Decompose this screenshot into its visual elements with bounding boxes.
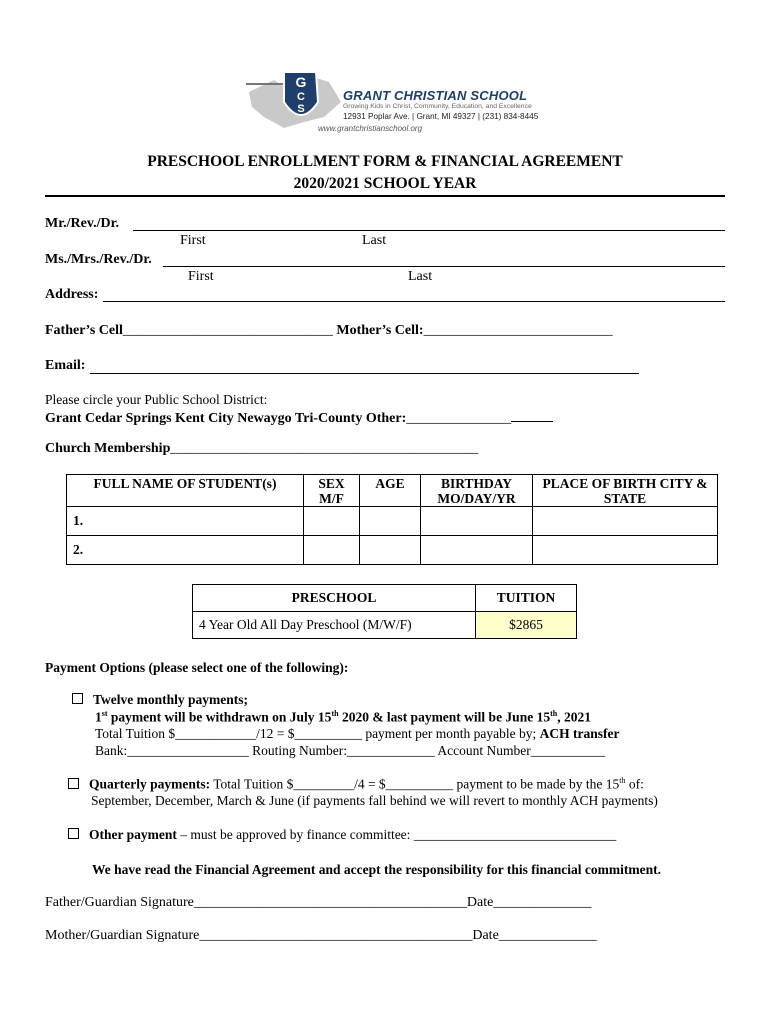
header-place-of-birth: PLACE OF BIRTH CITY & STATE <box>533 475 718 507</box>
tuition-program: 4 Year Old All Day Preschool (M/W/F) <box>193 612 476 639</box>
father-signature-row <box>45 895 591 911</box>
church-label: Church Membership <box>45 441 171 456</box>
svg-text:S: S <box>297 103 305 115</box>
quarterly-checkbox[interactable] <box>68 778 79 789</box>
monthly-title: Twelve monthly payments; <box>93 692 248 707</box>
school-year-title: 2020/2021 SCHOOL YEAR <box>293 175 477 192</box>
fathers-cell-label: Father’s Cell <box>45 323 123 338</box>
student-birthday-cell[interactable] <box>421 507 533 536</box>
school-logo <box>244 62 344 132</box>
svg-text:G: G <box>295 74 307 90</box>
mother-signature-field[interactable]: _______________________________________ <box>199 928 473 943</box>
address-field[interactable] <box>103 301 725 302</box>
monthly-schedule-line <box>95 709 591 726</box>
header-full-name: FULL NAME OF STUDENT(s) <box>67 475 304 507</box>
mr-first-caption: First <box>180 233 206 248</box>
monthly-tuition-line <box>95 726 620 742</box>
ms-name-field[interactable] <box>163 266 725 267</box>
header-age: AGE <box>360 475 421 507</box>
monthly-sup-c: th <box>550 709 558 718</box>
other-title: Other payment <box>89 827 177 842</box>
tuition-table <box>192 584 577 639</box>
quarterly-months: September, December, March & June (if payments fall behind we will revert to monthly ACH payments) <box>91 793 658 808</box>
student-name-cell[interactable]: 1. <box>67 507 304 536</box>
school-tagline: Growing Kids in Christ, Community, Education, and Excellence <box>343 103 532 110</box>
monthly-checkbox[interactable] <box>72 693 83 704</box>
agreement-statement: We have read the Financial Agreement and accept the responsibility for this financial commitment. <box>92 862 661 877</box>
mother-signature-row <box>45 928 597 944</box>
mr-name-field[interactable] <box>133 230 725 231</box>
school-address: 12931 Poplar Ave. | Grant, MI 49327 | (231) 834-8445 <box>343 112 539 121</box>
header-sex: SEX M/F <box>304 475 360 507</box>
student-name-cell[interactable]: 2. <box>67 536 304 565</box>
district-other-field-extra[interactable] <box>511 408 553 422</box>
other-rest[interactable]: – must be approved by finance committee: ______________________________ <box>176 827 617 842</box>
payment-heading: Payment Options (please select one of the following): <box>45 660 349 675</box>
quarterly-option <box>68 776 644 793</box>
other-checkbox[interactable] <box>68 828 79 839</box>
father-signature-field[interactable]: _______________________________________ <box>193 895 467 910</box>
other-option <box>68 827 616 843</box>
father-signature-label: Father/Guardian Signature <box>45 895 194 910</box>
monthly-line1-a: 1 <box>95 709 102 725</box>
table-row <box>67 536 718 565</box>
monthly-bank-line[interactable]: Bank:__________________ Routing Number:_____________ Account Number___________ <box>95 743 605 758</box>
ms-first-caption: First <box>188 269 214 284</box>
mother-signature-label: Mother/Guardian Signature <box>45 928 200 943</box>
monthly-line2-b: ACH transfer <box>539 726 620 741</box>
district-other-field[interactable]: _______________ <box>406 411 512 426</box>
table-row <box>67 507 718 536</box>
district-prompt: Please circle your Public School District: <box>45 392 268 407</box>
email-label: Email: <box>45 358 86 373</box>
mr-label: Mr./Rev./Dr. <box>45 216 120 231</box>
tuition-program-header: PRESCHOOL <box>193 585 476 612</box>
email-field[interactable] <box>90 373 639 374</box>
quarterly-line1[interactable]: Total Tuition $_________/4 = $__________ payment to be made by the 15 <box>210 776 620 792</box>
monthly-line2-a[interactable]: Total Tuition $____________/12 = $__________ payment per month payable by; <box>95 726 540 741</box>
student-birthday-cell[interactable] <box>421 536 533 565</box>
student-age-cell[interactable] <box>360 536 421 565</box>
form-title: PRESCHOOL ENROLLMENT FORM & FINANCIAL AGREEMENT <box>147 153 623 170</box>
student-sex-cell[interactable] <box>304 536 360 565</box>
quarterly-title: Quarterly payments: <box>89 776 211 792</box>
monthly-line1-c: 2020 & last payment will be June 15 <box>338 709 551 725</box>
student-birthplace-cell[interactable] <box>533 507 718 536</box>
monthly-sup-a: st <box>101 709 108 718</box>
student-sex-cell[interactable] <box>304 507 360 536</box>
quarterly-sup: th <box>619 776 626 785</box>
title-divider <box>45 195 725 197</box>
student-age-cell[interactable] <box>360 507 421 536</box>
quarterly-line1-end: of: <box>625 776 644 792</box>
ms-label: Ms./Mrs./Rev./Dr. <box>45 252 152 267</box>
monthly-option <box>72 692 248 708</box>
mother-date-field[interactable]: Date______________ <box>472 928 597 943</box>
student-birthplace-cell[interactable] <box>533 536 718 565</box>
district-row <box>45 408 553 427</box>
church-row <box>45 441 478 457</box>
phone-row <box>45 323 613 339</box>
address-label: Address: <box>45 287 99 302</box>
tuition-price: $2865 <box>476 612 577 639</box>
father-date-field[interactable]: Date______________ <box>466 895 592 910</box>
fathers-cell-field[interactable]: ______________________________ <box>122 323 333 338</box>
mothers-cell-field[interactable]: ___________________________ <box>423 323 613 338</box>
school-name: GRANT CHRISTIAN SCHOOL <box>343 88 528 103</box>
svg-text:C: C <box>297 91 305 103</box>
monthly-sup-b: th <box>331 709 339 718</box>
ms-last-caption: Last <box>408 269 433 284</box>
school-website: www.grantchristianschool.org <box>318 124 423 133</box>
table-header-row <box>67 475 718 507</box>
header-birthday: BIRTHDAY MO/DAY/YR <box>421 475 533 507</box>
tuition-price-header: TUITION <box>476 585 577 612</box>
monthly-line1-b: payment will be withdrawn on July 15 <box>107 709 332 725</box>
district-options[interactable]: Grant Cedar Springs Kent City Newaygo Tri-County Other: <box>45 411 407 426</box>
student-table <box>66 474 718 565</box>
monthly-line1-d: , 2021 <box>557 709 591 725</box>
church-field[interactable]: ____________________________________________ <box>170 441 479 456</box>
mothers-cell-label: Mother’s Cell: <box>336 323 424 338</box>
mr-last-caption: Last <box>362 233 387 248</box>
